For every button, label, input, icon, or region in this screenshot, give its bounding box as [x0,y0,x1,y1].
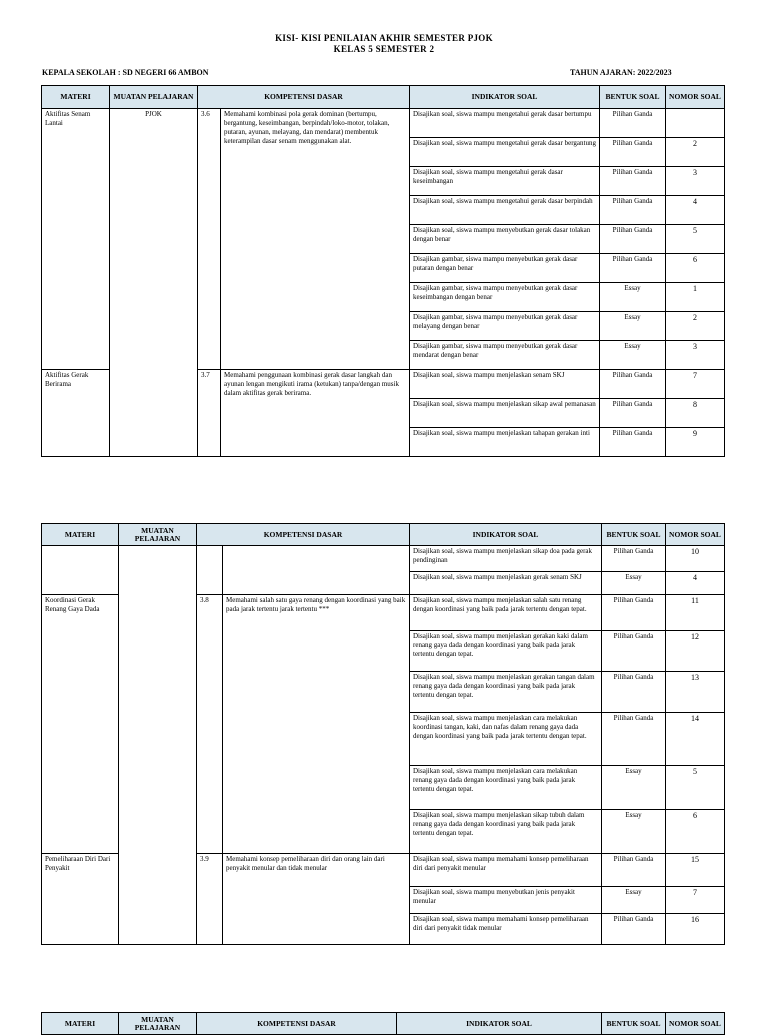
kd-text: Memahami salah satu gaya renang dengan koordinasi yang baik pada jarak tertentu jarak tertentu *** [223,595,410,854]
indikator-cell: Disajikan soal, siswa mampu menjelaskan senam SKJ [410,370,600,399]
kd-text: Memahami konsep pemeliharaan diri dan orang lain dari penyakit menular dan tidak menular [223,854,410,945]
materi-cell [42,546,119,595]
school-label: KEPALA SEKOLAH : SD NEGERI 66 AMBON [42,68,209,77]
indikator-cell: Disajikan soal, siswa mampu menjelaskan gerak senam SKJ [410,572,602,595]
nomor-cell: 15 [666,854,725,887]
indikator-cell: Disajikan soal, siswa mampu menjelaskan gerakan tangan dalam renang gaya dada dengan koordinasi yang baik pada jarak tertentu dengan tepat. [410,672,602,713]
nomor-cell [666,109,725,138]
header-bentuk: BENTUK SOAL [602,524,666,546]
indikator-cell: Disajikan soal, siswa mampu mengetahui gerak dasar bergantung [410,138,600,167]
kd-text: Memahami kombinasi pola gerak dominan (bertumpu, bergantung, keseimbangan, berpindah/loko-motor, tolakan, putaran, ayunan, melayang, dan mendarat) membentuk keterampilan dasar senam menggunakan alat. [221,109,410,370]
indikator-cell: Disajikan soal, siswa mampu menjelaskan sikap doa pada gerak pendinginan [410,546,602,572]
header-nomor: NOMOR SOAL [666,1013,725,1035]
nomor-cell: 2 [666,312,725,341]
kd-number: 3.6 [198,109,221,370]
bentuk-cell: Essay [600,341,666,370]
bentuk-cell: Pilihan Ganda [600,428,666,457]
nomor-cell: 14 [666,713,725,766]
bentuk-cell: Pilihan Ganda [600,370,666,399]
bentuk-cell: Pilihan Ganda [602,546,666,572]
header-materi: MATERI [42,524,119,546]
kd-text [223,546,410,595]
nomor-cell: 4 [666,196,725,225]
document-title: KISI- KISI PENILAIAN AKHIR SEMESTER PJOK [275,33,493,43]
bentuk-cell: Essay [602,572,666,595]
kd-number [197,546,223,595]
kd-number: 3.7 [198,370,221,457]
header-muatan: MUATAN PELAJARAN [119,1013,197,1035]
nomor-cell: 8 [666,399,725,428]
nomor-cell: 6 [666,810,725,854]
indikator-cell: Disajikan soal, siswa mampu menyebutkan gerak dasar tolakan dengan benar [410,225,600,254]
nomor-cell: 7 [666,370,725,399]
nomor-cell: 11 [666,595,725,631]
kd-text: Memahami penggunaan kombinasi gerak dasar langkah dan ayunan lengan mengikuti irama (ketukan) tanpa/dengan musik dalam aktifitas gerak berirama. [221,370,410,457]
nomor-cell: 7 [666,887,725,914]
nomor-cell: 5 [666,225,725,254]
header-bentuk: BENTUK SOAL [600,86,666,109]
kd-number: 3.8 [197,595,223,854]
nomor-cell: 16 [666,914,725,945]
bentuk-cell: Pilihan Ganda [600,138,666,167]
bentuk-cell: Pilihan Ganda [602,713,666,766]
indikator-cell: Disajikan soal, siswa mampu menjelaskan cara melakukan renang gaya dada dengan koordinasi yang baik pada jarak tertentu dengan tepat. [410,766,602,810]
nomor-cell: 10 [666,546,725,572]
materi-cell: Aktifitas Gerak Berirama [42,370,110,457]
nomor-cell: 13 [666,672,725,713]
indikator-cell: Disajikan soal, siswa mampu menyebutkan jenis penyakit menular [410,887,602,914]
table-row [42,546,725,572]
nomor-cell: 1 [666,283,725,312]
bentuk-cell: Pilihan Ganda [600,254,666,283]
muatan-cell: PJOK [110,109,198,457]
bentuk-cell: Pilihan Ganda [602,595,666,631]
indikator-cell: Disajikan soal, siswa mampu menjelaskan salah satu renang dengan koordinasi yang baik pada jarak tertentu dengan tepat. [410,595,602,631]
bentuk-cell: Pilihan Ganda [600,399,666,428]
table-row [42,109,725,138]
bentuk-cell: Pilihan Ganda [602,631,666,672]
grid-table-2 [41,523,725,945]
materi-cell: Pemeliharaan Diri Dari Penyakit [42,854,119,945]
indikator-cell: Disajikan soal, siswa mampu menjelaskan cara melakukan koordinasi tangan, kaki, dan nafas dalam renang gaya dada dengan koordinasi yang baik pada jarak tertentu dengan tepat. [410,713,602,766]
nomor-cell: 4 [666,572,725,595]
header-indikator: INDIKATOR SOAL [410,524,602,546]
bentuk-cell: Pilihan Ganda [602,854,666,887]
bentuk-cell: Pilihan Ganda [600,167,666,196]
indikator-cell: Disajikan soal, siswa mampu menjelaskan sikap tubuh dalam renang gaya dada dengan koordinasi yang baik pada jarak tertentu dengan tepat. [410,810,602,854]
nomor-cell: 3 [666,341,725,370]
nomor-cell: 6 [666,254,725,283]
header-nomor: NOMOR SOAL [666,86,725,109]
indikator-cell: Disajikan soal, siswa mampu menjelaskan gerakan kaki dalam renang gaya dada dengan koordinasi yang baik pada jarak tertentu dengan tepat. [410,631,602,672]
nomor-cell: 12 [666,631,725,672]
materi-cell: Aktifitas Senam Lantai [42,109,110,370]
bentuk-cell: Essay [602,810,666,854]
grid-table-1 [41,85,725,457]
nomor-cell: 5 [666,766,725,810]
kd-number: 3.9 [197,854,223,945]
bentuk-cell: Pilihan Ganda [602,914,666,945]
nomor-cell: 9 [666,428,725,457]
bentuk-cell: Pilihan Ganda [600,225,666,254]
indikator-cell: Disajikan gambar, siswa mampu menyebutkan gerak dasar keseimbangan dengan benar [410,283,600,312]
bentuk-cell: Pilihan Ganda [602,672,666,713]
indikator-cell: Disajikan soal, siswa mampu mengetahui gerak dasar keseimbangan [410,167,600,196]
header-bentuk: BENTUK SOAL [602,1013,666,1035]
bentuk-cell: Essay [602,887,666,914]
header-nomor: NOMOR SOAL [666,524,725,546]
header-kd: KOMPETENSI DASAR [198,86,410,109]
materi-cell: Koordinasi Gerak Renang Gaya Dada [42,595,119,854]
indikator-cell: Disajikan soal, siswa mampu menjelaskan tahapan gerakan inti [410,428,600,457]
header-indikator: INDIKATOR SOAL [410,86,600,109]
header-muatan: MUATAN PELAJARAN [110,86,198,109]
indikator-cell: Disajikan soal, siswa mampu memahami konsep pemeliharaan diri dari penyakit tidak menular [410,914,602,945]
indikator-cell: Disajikan soal, siswa mampu mengetahui gerak dasar bertumpu [410,109,600,138]
indikator-cell: Disajikan gambar, siswa mampu menyebutkan gerak dasar mendarat dengan benar [410,341,600,370]
indikator-cell: Disajikan soal, siswa mampu memahami konsep pemeliharaan diri dari penyakit menular [410,854,602,887]
indikator-cell: Disajikan soal, siswa mampu mengetahui gerak dasar berpindah [410,196,600,225]
bentuk-cell: Pilihan Ganda [600,109,666,138]
header-materi: MATERI [42,1013,119,1035]
bentuk-cell: Essay [602,766,666,810]
nomor-cell: 3 [666,167,725,196]
header-kd: KOMPETENSI DASAR [197,524,410,546]
bentuk-cell: Essay [600,283,666,312]
header-kd: KOMPETENSI DASAR [197,1013,397,1035]
header-materi: MATERI [42,86,110,109]
muatan-cell [119,546,197,945]
academic-year: TAHUN AJARAN: 2022/2023 [570,68,672,77]
bentuk-cell: Essay [600,312,666,341]
indikator-cell: Disajikan gambar, siswa mampu menyebutkan gerak dasar melayang dengan benar [410,312,600,341]
indikator-cell: Disajikan soal, siswa mampu menjelaskan sikap awal pemanasan [410,399,600,428]
indikator-cell: Disajikan gambar, siswa mampu menyebutkan gerak dasar putaran dengan benar [410,254,600,283]
bentuk-cell: Pilihan Ganda [600,196,666,225]
nomor-cell: 2 [666,138,725,167]
header-indikator: INDIKATOR SOAL [397,1013,602,1035]
header-muatan: MUATAN PELAJARAN [119,524,197,546]
document-subtitle: KELAS 5 SEMESTER 2 [333,44,435,54]
